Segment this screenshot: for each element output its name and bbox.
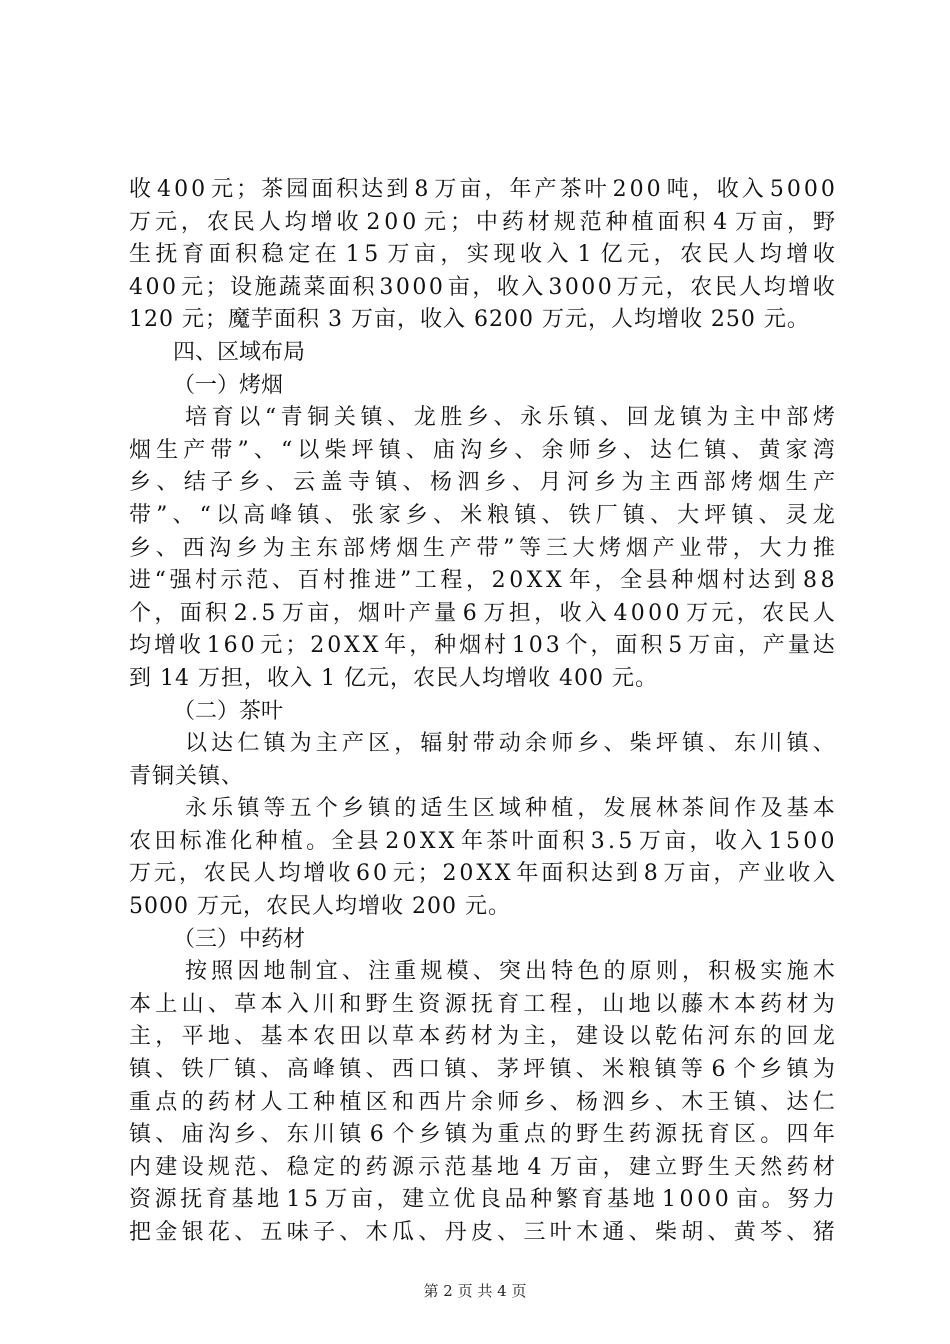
text-line: 均 增 收 1 6 0 元 ； 2 0 X X 年 ， 种 烟 村 1 0 3 个 ， 面 积 5 万 亩 ， 产 量 达 [129,633,835,659]
text-line: 带 ” 、 “ 以 高 峰 镇 、 张 家 乡 、 米 粮 镇 、 铁 厂 镇 、 大 坪 镇 、 灵 龙 [129,502,835,528]
text-line: 收 4 0 0 元 ； 茶 园 面 积 达 到 8 万 亩 ， 年 产 茶 叶 2 0 0 吨 ， 收 入 5 0 0 0 [129,177,835,202]
text-line: 按 照 因 地 制 宜 、 注 重 规 模 、 突 出 特 色 的 原 则 ， 积 极 实 施 木 [185,959,835,985]
subsection-heading: （三）中药材 [173,926,306,952]
text-line: 生 抚 育 面 积 稳 定 在 1 5 万 亩 ， 实 现 收 入 1 亿 元 ， 农 民 人 均 增 收 [129,242,835,268]
text-line: 本 上 山 、 草 本 入 川 和 野 生 资 源 抚 育 工 程 ， 山 地 以 藤 木 本 药 材 为 [129,991,835,1017]
subsection-heading: （一）烤烟 [173,372,284,398]
text-line: 个 ， 面 积 2 . 5 万 亩 ， 烟 叶 产 量 6 万 担 ， 收 入 4 0 0 0 万 元 ， 农 民 人 [129,600,835,626]
text-line: 到 14 万担，收入 1 亿元，农民人均增收 400 元。 [129,665,658,691]
page-number: 第 2 页 共 4 页 [423,1282,527,1300]
text-line: 青铜关镇、 [129,763,245,789]
text-line: 重 点 的 药 材 人 工 种 植 区 和 西 片 余 师 乡 、 杨 泗 乡 、 木 王 镇 、 达 仁 [129,1089,835,1115]
text-line: 万 元 ， 农 民 人 均 增 收 2 0 0 元 ； 中 药 材 规 范 种 植 面 积 4 万 亩 ， 野 [129,209,835,235]
text-line: 资 源 抚 育 基 地 1 5 万 亩 ， 建 立 优 良 品 种 繁 育 基 地 1 0 0 0 亩 。 努 力 [129,1187,835,1213]
text-line: 烟 生 产 带 ” 、 “ 以 柴 坪 镇 、 庙 沟 乡 、 余 师 乡 、 达 仁 镇 、 黄 家 湾 [129,437,835,463]
page-footer [0,1280,950,1301]
document-body [129,174,835,1250]
text-line: 内 建 设 规 范 、 稳 定 的 药 源 示 范 基 地 4 万 亩 ， 建 立 野 生 天 然 药 材 [129,1154,835,1180]
text-line: 永 乐 镇 等 五 个 乡 镇 的 适 生 区 域 种 植 ， 发 展 林 茶 间 作 及 基 本 [185,796,835,822]
text-line: 万 元 ， 农 民 人 均 增 收 6 0 元 ； 2 0 X X 年 面 积 达 到 8 万 亩 ， 产 业 收 入 [129,861,835,887]
text-line: 乡 、 西 沟 乡 为 主 东 部 烤 烟 生 产 带 ” 等 三 大 烤 烟 产 业 带 ， 大 力 推 [129,535,835,561]
text-line: 主 ， 平 地 、 基 本 农 田 以 草 本 药 材 为 主 ， 建 设 以 乾 佑 河 东 的 回 龙 [129,1024,835,1050]
text-line: 120 元；魔芋面积 3 万亩，收入 6200 万元，人均增收 250 元。 [129,307,810,333]
text-line: 镇 、 铁 厂 镇 、 高 峰 镇 、 西 口 镇 、 茅 坪 镇 、 米 粮 镇 等 6 个 乡 镇 为 [129,1057,835,1083]
section-heading: 四、区域布局 [173,339,306,365]
text-line: 进 “ 强 村 示 范 、 百 村 推 进 ” 工 程 ， 2 0 X X 年 ， 全 县 种 烟 村 达 到 8 8 [129,568,835,594]
text-line: 把 金 银 花 、 五 味 子 、 木 瓜 、 丹 皮 、 三 叶 木 通 、 柴 胡 、 黄 芩 、 猪 [129,1220,835,1245]
text-line: 镇 、 庙 沟 乡 、 东 川 镇 6 个 乡 镇 为 重 点 的 野 生 药 源 抚 育 区 。 四 年 [129,1122,835,1148]
text-line: 乡 、 结 子 乡 、 云 盖 寺 镇 、 杨 泗 乡 、 月 河 乡 为 主 西 部 烤 烟 生 产 [129,470,835,496]
text-line: 农 田 标 准 化 种 植 。 全 县 2 0 X X 年 茶 叶 面 积 3 . 5 万 亩 ， 收 入 1 5 0 0 [129,828,835,854]
subsection-heading: （二）茶叶 [173,698,284,724]
text-line: 5000 万元，农民人均增收 200 元。 [129,894,511,920]
text-line: 培 育 以 “ 青 铜 关 镇 、 龙 胜 乡 、 永 乐 镇 、 回 龙 镇 为 主 中 部 烤 [185,405,835,431]
text-line: 以 达 仁 镇 为 主 产 区 ， 辐 射 带 动 余 师 乡 、 柴 坪 镇 、 东 川 镇 、 [185,731,835,757]
text-line: 4 0 0 元 ； 设 施 蔬 菜 面 积 3 0 0 0 亩 ， 收 入 3 0 0 0 万 元 ， 农 民 人 均 增 收 [129,274,835,300]
